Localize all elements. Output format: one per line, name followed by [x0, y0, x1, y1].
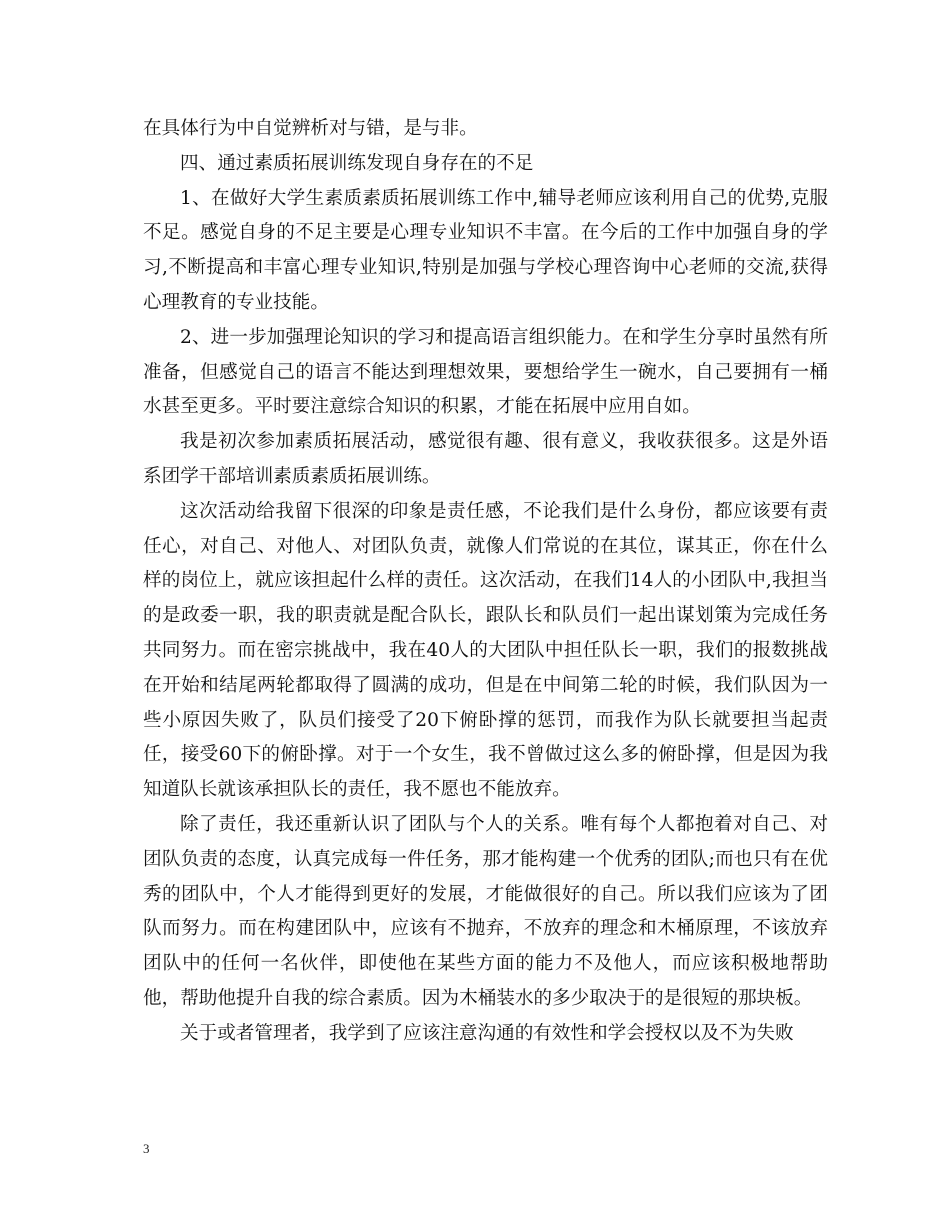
- paragraph-team-relationship: 除了责任，我还重新认识了团队与个人的关系。唯有每个人都抱着对自己、对团队负责的态度，认真完成每一件任务，那才能构建一个优秀的团队;而也只有在优秀的团队中，个人才能得到更好的发展，才能做很好的自己。所以我们应该为了团队而努力。而在构建团队中，应该有不抛弃，不放弃的理念和木桶原理，不该放弃团队中的任何一名伙伴，即使他在某些方面的能力不及他人，而应该积极地帮助他，帮助他提升自我的综合素质。因为木桶装水的多少取决于的是很短的那块板。: [143, 813, 828, 1009]
- paragraph-continuation: 在具体行为中自觉辨析对与错，是与非。: [143, 118, 478, 139]
- paragraph-item-2: 2、进一步加强理论知识的学习和提高语言组织能力。在和学生分享时虽然有所准备，但感觉自己的语言不能达到理想效果，要想给学生一碗水，自己要拥有一桶水甚至更多。平时要注意综合知识的积累，才能在拓展中应用自如。: [143, 326, 828, 418]
- section-heading: 四、通过素质拓展训练发现自身存在的不足: [180, 152, 534, 174]
- paragraph-management: 关于或者管理者，我学到了应该注意沟通的有效性和学会授权以及不为失败: [180, 1022, 794, 1044]
- body-text: [143, 112, 828, 1052]
- paragraph-responsibility: 这次活动给我留下很深的印象是责任感，不论我们是什么身份，都应该要有责任心，对自己、对他人、对团队负责，就像人们常说的在其位，谋其正，你在什么样的岗位上，就应该担起什么样的责任。这次活动，在我们14人的小团队中,我担当的是政委一职，我的职责就是配合队长，跟队长和队员们一起出谋划策为完成任务共同努力。而在密宗挑战中，我在40人的大团队中担任队长一职，我们的报数挑战在开始和结尾两轮都取得了圆满的成功，但是在中间第二轮的时候，我们队因为一些小原因失败了，队员们接受了20下俯卧撑的惩罚，而我作为队长就要担当起责任，接受60下的俯卧撑。对于一个女生，我不曾做过这么多的俯卧撑，但是因为我知道队长就该承担队长的责任，我不愿也不能放弃。: [143, 500, 828, 801]
- paragraph-item-1: 1、在做好大学生素质素质拓展训练工作中,辅导老师应该利用自己的优势,克服不足。感觉自身的不足主要是心理专业知识不丰富。在今后的工作中加强自身的学习,不断提高和丰富心理专业知识,特别是加强与学校心理咨询中心老师的交流,获得心理教育的专业技能。: [143, 187, 828, 313]
- page-number: 3: [143, 1141, 150, 1156]
- paragraph-first-participation: 我是初次参加素质拓展活动，感觉很有趣、很有意义，我收获很多。这是外语系团学干部培训素质素质拓展训练。: [143, 431, 828, 487]
